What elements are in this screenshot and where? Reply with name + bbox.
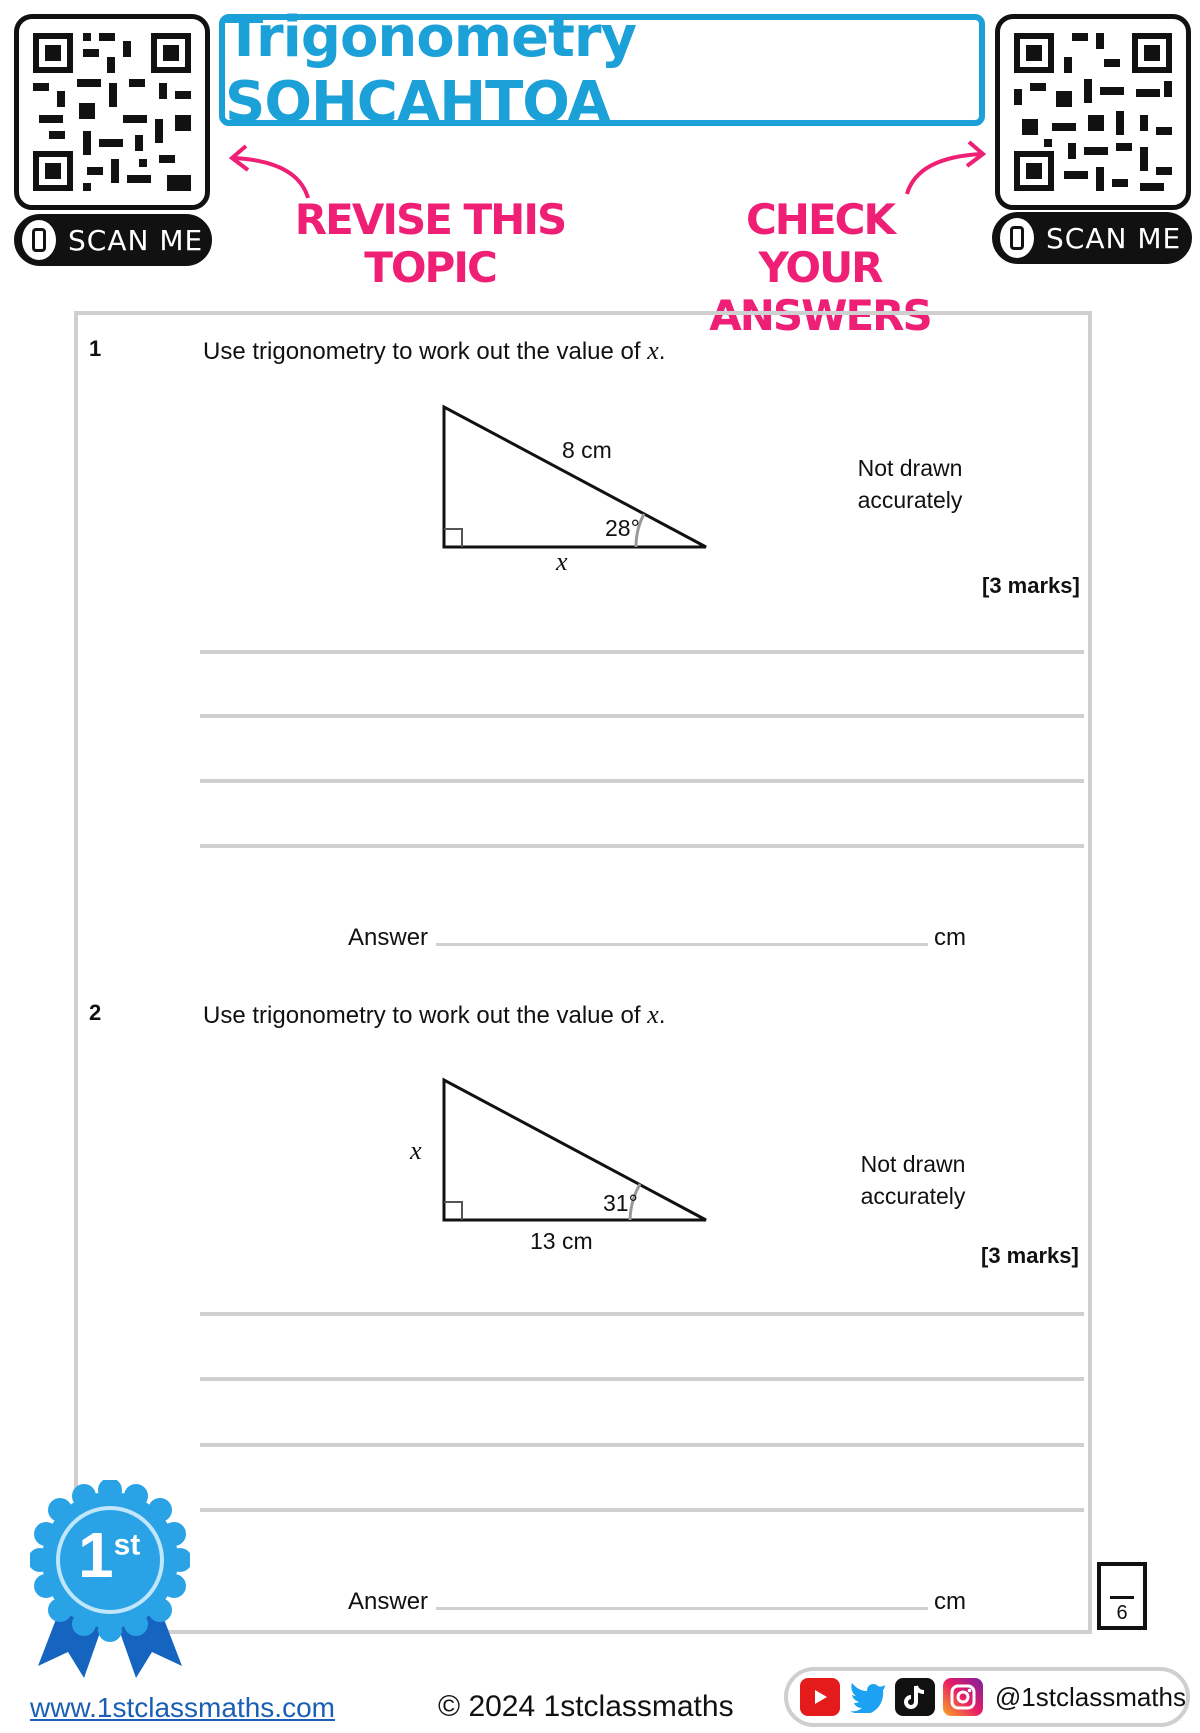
fraction-bar — [1110, 1596, 1134, 1599]
check-line-2: ANSWERS — [709, 291, 931, 340]
revise-line-2: TOPIC — [364, 243, 496, 292]
page-title: Trigonometry SOHCAHTOA — [225, 5, 636, 135]
phone-icon — [1000, 218, 1034, 258]
revise-topic-label[interactable] — [290, 196, 570, 292]
working-line[interactable] — [200, 714, 1084, 718]
working-line[interactable] — [200, 1443, 1084, 1447]
camera-icon — [949, 1683, 977, 1711]
social-handle[interactable]: @1stclassmaths — [994, 1681, 1186, 1712]
question-1-prompt: Use trigonometry to work out the value of — [203, 338, 648, 365]
answer-label-1: Answer — [348, 924, 429, 951]
working-line[interactable] — [200, 779, 1084, 783]
total-marks-box[interactable] — [1097, 1562, 1147, 1630]
working-line[interactable] — [200, 1377, 1084, 1381]
scan-me-label: SCAN ME — [68, 223, 204, 257]
marks-label-2: [3 marks] — [981, 1243, 1079, 1268]
note-line-2: accurately — [857, 487, 963, 513]
side-label-2: x — [410, 1136, 422, 1165]
note-line-1: Not drawn — [857, 455, 963, 481]
answer-label-2: Answer — [348, 1588, 429, 1615]
answer-unit-2: cm — [934, 1588, 966, 1615]
phone-icon — [22, 220, 56, 260]
scan-me-badge-right[interactable] — [992, 212, 1192, 264]
social-media-bar — [784, 1667, 1190, 1727]
not-drawn-note-2 — [833, 1148, 993, 1212]
question-2-prompt: Use trigonometry to work out the value of — [203, 1002, 648, 1029]
triangle-diagram-1 — [430, 395, 730, 575]
music-note-icon — [904, 1684, 926, 1710]
triangle-diagram-2 — [430, 1070, 730, 1250]
question-1-number: 1 — [89, 336, 102, 361]
play-triangle-icon — [810, 1687, 830, 1707]
title-box — [219, 5, 985, 135]
youtube-icon[interactable] — [800, 1678, 840, 1716]
qr-code-icon — [19, 19, 205, 205]
working-line[interactable] — [200, 1312, 1084, 1316]
note-line-1: Not drawn — [860, 1151, 966, 1177]
working-line[interactable] — [200, 1508, 1084, 1512]
website-link[interactable]: www.1stclassmaths.com — [30, 1692, 335, 1723]
question-2-number: 2 — [89, 1000, 102, 1025]
tiktok-icon[interactable] — [895, 1678, 935, 1716]
question-1-text: Use trigonometry to work out the value of x. — [203, 336, 666, 365]
note-line-2: accurately — [860, 1183, 966, 1209]
hypotenuse-label-1: 8 cm — [562, 437, 612, 463]
badge-number: 1 — [78, 1519, 114, 1591]
badge-text — [78, 1518, 140, 1592]
total-marks-value: 6 — [1116, 1602, 1128, 1624]
answer-line-2[interactable] — [436, 1607, 928, 1610]
qr-code-icon — [1000, 19, 1186, 205]
qr-code-answers[interactable] — [995, 14, 1191, 210]
qr-code-revise[interactable] — [14, 14, 210, 210]
question-2-variable: x — [647, 1000, 659, 1029]
angle-label-2: 31° — [603, 1190, 638, 1216]
question-1-variable: x — [647, 336, 659, 365]
twitter-icon[interactable] — [848, 1678, 888, 1716]
question-2-text: Use trigonometry to work out the value of x. — [203, 1000, 666, 1029]
check-line-1: CHECK YOUR — [745, 195, 895, 292]
scan-me-badge-left[interactable] — [14, 214, 212, 266]
angle-label-1: 28° — [605, 515, 640, 541]
working-line[interactable] — [200, 650, 1084, 654]
bird-icon — [849, 1681, 887, 1713]
instagram-icon[interactable] — [943, 1678, 983, 1716]
working-line[interactable] — [200, 844, 1084, 848]
scan-me-label: SCAN ME — [1046, 221, 1182, 255]
copyright-text: © 2024 1stclassmaths — [438, 1690, 734, 1723]
base-label-2: 13 cm — [530, 1228, 593, 1254]
side-label-1: x — [556, 547, 568, 576]
marks-label-1: [3 marks] — [982, 573, 1080, 598]
answer-line-1[interactable] — [436, 943, 928, 946]
badge-suffix: st — [113, 1528, 141, 1562]
not-drawn-note-1 — [830, 452, 990, 516]
answer-unit-1: cm — [934, 924, 966, 951]
revise-line-1: REVISE THIS — [294, 195, 566, 244]
